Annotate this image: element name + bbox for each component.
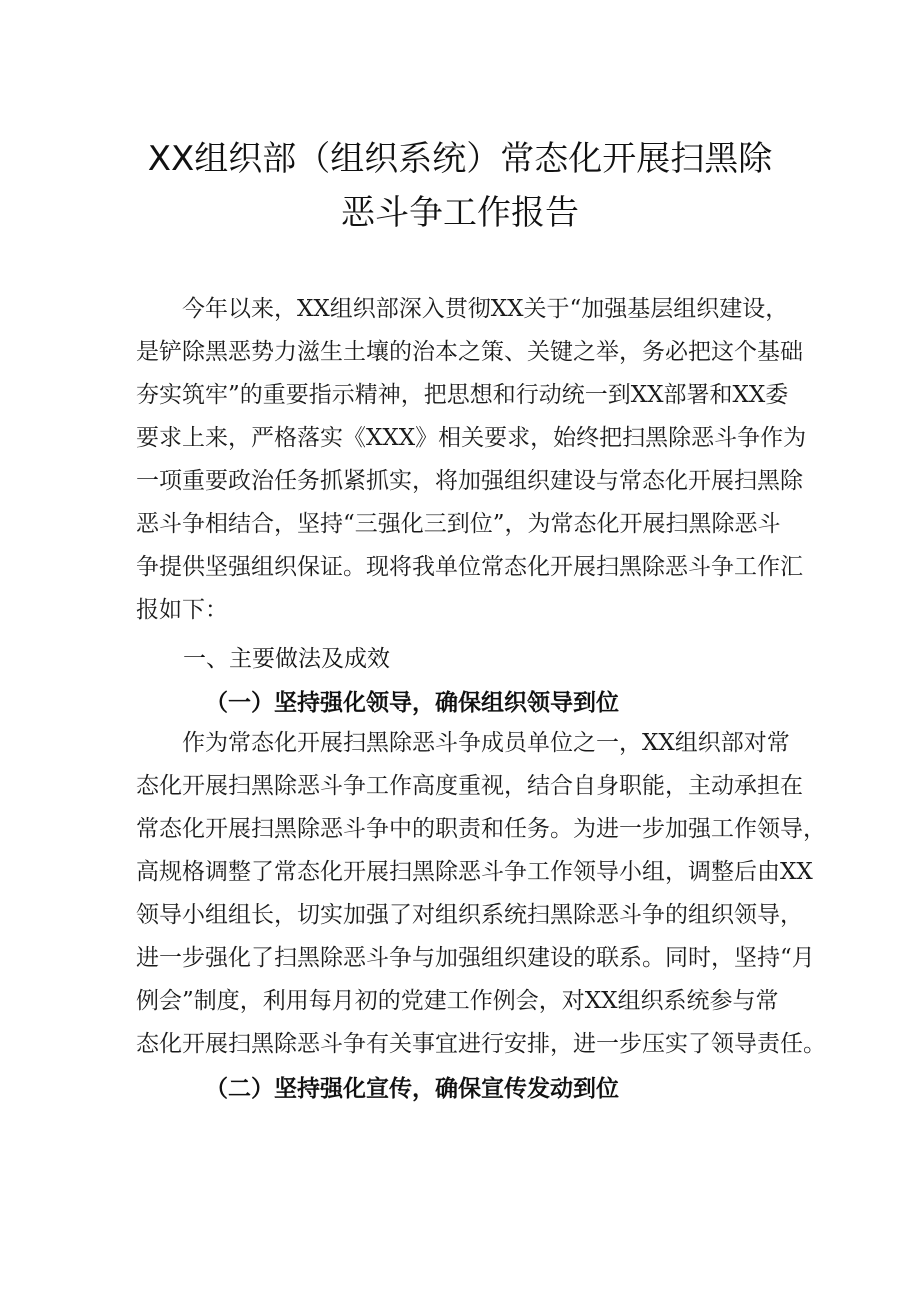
paragraph-line: 常态化开展扫黑除恶斗争中的职责和任务。为进一步加强工作领导， bbox=[136, 816, 826, 842]
subsection-heading: （二）坚持强化宣传，确保宣传发动到位 bbox=[205, 1075, 619, 1102]
paragraph-line: 例会”制度，利用每月初的党建工作例会，对XX组织系统参与常 bbox=[136, 988, 779, 1014]
paragraph-line: 态化开展扫黑除恶斗争工作高度重视，结合自身职能，主动承担在 bbox=[136, 773, 803, 799]
paragraph-line: 夯实筑牢”的重要指示精神，把思想和行动统一到XX部署和XX委 bbox=[136, 382, 789, 408]
intro-paragraph bbox=[136, 288, 807, 632]
paragraph-line: 进一步强化了扫黑除恶斗争与加强组织建设的联系。同时，坚持“月 bbox=[136, 945, 815, 971]
subsection-heading: （一）坚持强化领导，确保组织领导到位 bbox=[205, 689, 619, 716]
paragraph-line: 争提供坚强组织保证。现将我单位常态化开展扫黑除恶斗争工作汇 bbox=[136, 554, 803, 580]
body-paragraph bbox=[136, 722, 826, 1066]
paragraph-line: 高规格调整了常态化开展扫黑除恶斗争工作领导小组，调整后由XX bbox=[136, 859, 813, 885]
paragraph-line: 报如下： bbox=[136, 597, 228, 623]
title-line-1: XX组织部（组织系统）常态化开展扫黑除 bbox=[147, 139, 773, 179]
paragraph-line: 作为常态化开展扫黑除恶斗争成员单位之一，XX组织部对常 bbox=[136, 730, 790, 756]
paragraph-line: 要求上来，严格落实《XXX》相关要求，始终把扫黑除恶斗争作为 bbox=[136, 425, 807, 451]
paragraph-line: 恶斗争相结合，坚持“三强化三到位”，为常态化开展扫黑除恶斗 bbox=[136, 511, 781, 537]
paragraph-line: 领导小组组长，切实加强了对组织系统扫黑除恶斗争的组织领导， bbox=[136, 902, 803, 928]
paragraph-line: 一项重要政治任务抓紧抓实，将加强组织建设与常态化开展扫黑除 bbox=[136, 468, 803, 494]
paragraph-line: 态化开展扫黑除恶斗争有关事宜进行安排，进一步压实了领导责任。 bbox=[136, 1031, 826, 1057]
paragraph-line: 是铲除黑恶势力滋生土壤的治本之策、关键之举，务必把这个基础 bbox=[136, 339, 803, 365]
section-heading: 一、主要做法及成效 bbox=[183, 646, 390, 672]
paragraph-line: 今年以来，XX组织部深入贯彻XX关于“加强基层组织建设， bbox=[136, 296, 789, 322]
title-line-2: 恶斗争工作报告 bbox=[341, 193, 579, 233]
document-title bbox=[100, 132, 820, 240]
